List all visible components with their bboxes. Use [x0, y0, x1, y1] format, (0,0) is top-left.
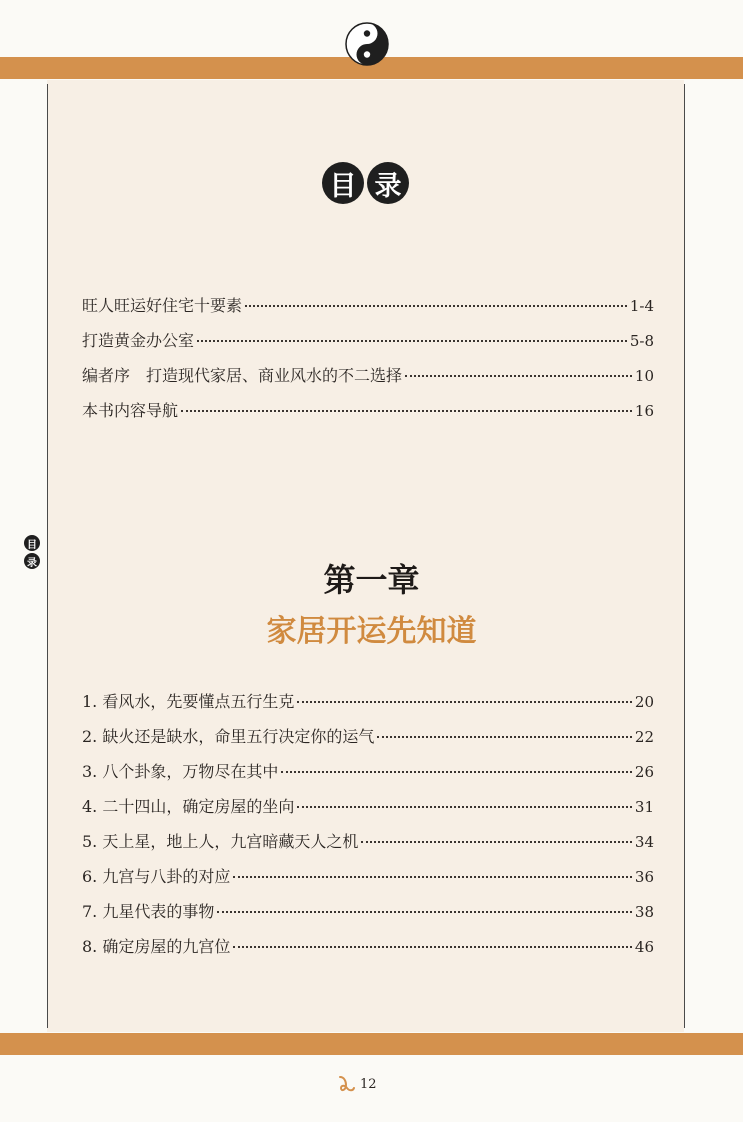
- toc-entry-page: 20: [634, 693, 654, 711]
- leader-dots: [233, 946, 632, 948]
- toc-entry[interactable]: [82, 328, 654, 363]
- toc-entry-title: 7. 九星代表的事物: [82, 902, 215, 921]
- toc-entry-page: 1-4: [629, 297, 654, 315]
- side-tab-char-1: 目: [24, 535, 40, 551]
- toc-entry-page: 22: [634, 728, 654, 746]
- leader-dots: [377, 736, 632, 738]
- leader-dots: [361, 841, 632, 843]
- toc-entry-title: 4. 二十四山，确定房屋的坐向: [82, 797, 295, 816]
- toc-entry-title: 3. 八个卦象，万物尽在其中: [82, 762, 279, 781]
- page-number: 12: [360, 1076, 377, 1092]
- leader-dots: [297, 806, 632, 808]
- toc-entry-page: 16: [634, 402, 654, 420]
- toc-entry-title: 本书内容导航: [82, 401, 179, 420]
- leader-dots: [297, 701, 632, 703]
- toc-entry[interactable]: [82, 398, 654, 433]
- toc-entry[interactable]: [82, 363, 654, 398]
- chapter-toc: [82, 689, 654, 969]
- title-char-1: 目: [322, 162, 364, 204]
- toc-entry[interactable]: [82, 899, 654, 934]
- toc-entry[interactable]: [82, 724, 654, 759]
- leader-dots: [405, 375, 632, 377]
- toc-entry-page: 38: [634, 903, 654, 921]
- toc-entry-title: 6. 九宫与八卦的对应: [82, 867, 231, 886]
- chapter-number: 第一章: [323, 561, 420, 599]
- leader-dots: [217, 911, 632, 913]
- front-matter-toc: [82, 293, 654, 433]
- bottom-decorative-band: [0, 1033, 743, 1055]
- swirl-ornament-icon: [338, 1073, 356, 1095]
- toc-entry-title: 2. 缺火还是缺水，命里五行决定你的运气: [82, 727, 375, 746]
- toc-entry-title: 8. 确定房屋的九宫位: [82, 937, 231, 956]
- toc-entry-title: 5. 天上星，地上人，九宫暗藏天人之机: [82, 832, 359, 851]
- leader-dots: [197, 340, 627, 342]
- yin-yang-icon: [345, 22, 389, 66]
- toc-entry-page: 5-8: [629, 332, 654, 350]
- chapter-title: 家居开运先知道: [266, 614, 477, 649]
- side-tab-char-2: 录: [24, 553, 40, 569]
- toc-entry-title: 1. 看风水，先要懂点五行生克: [82, 692, 295, 711]
- toc-entry-page: 31: [634, 798, 654, 816]
- toc-entry[interactable]: [82, 794, 654, 829]
- toc-entry[interactable]: [82, 293, 654, 328]
- leader-dots: [181, 410, 632, 412]
- page-title: [322, 162, 409, 204]
- leader-dots: [233, 876, 632, 878]
- toc-entry[interactable]: [82, 829, 654, 864]
- title-char-2: 录: [367, 162, 409, 204]
- toc-entry[interactable]: [82, 689, 654, 724]
- toc-entry[interactable]: [82, 934, 654, 969]
- leader-dots: [281, 771, 632, 773]
- toc-entry-page: 34: [634, 833, 654, 851]
- toc-entry-page: 46: [634, 938, 654, 956]
- toc-entry-page: 26: [634, 763, 654, 781]
- toc-entry[interactable]: [82, 864, 654, 899]
- toc-entry-title: 旺人旺运好住宅十要素: [82, 296, 243, 315]
- leader-dots: [245, 305, 627, 307]
- toc-entry-page: 10: [634, 367, 654, 385]
- toc-entry[interactable]: [82, 759, 654, 794]
- toc-entry-title: 打造黄金办公室: [82, 331, 195, 350]
- toc-entry-page: 36: [634, 868, 654, 886]
- toc-entry-title: 编者序 打造现代家居、商业风水的不二选择: [82, 366, 403, 385]
- page-footer: [338, 1073, 377, 1095]
